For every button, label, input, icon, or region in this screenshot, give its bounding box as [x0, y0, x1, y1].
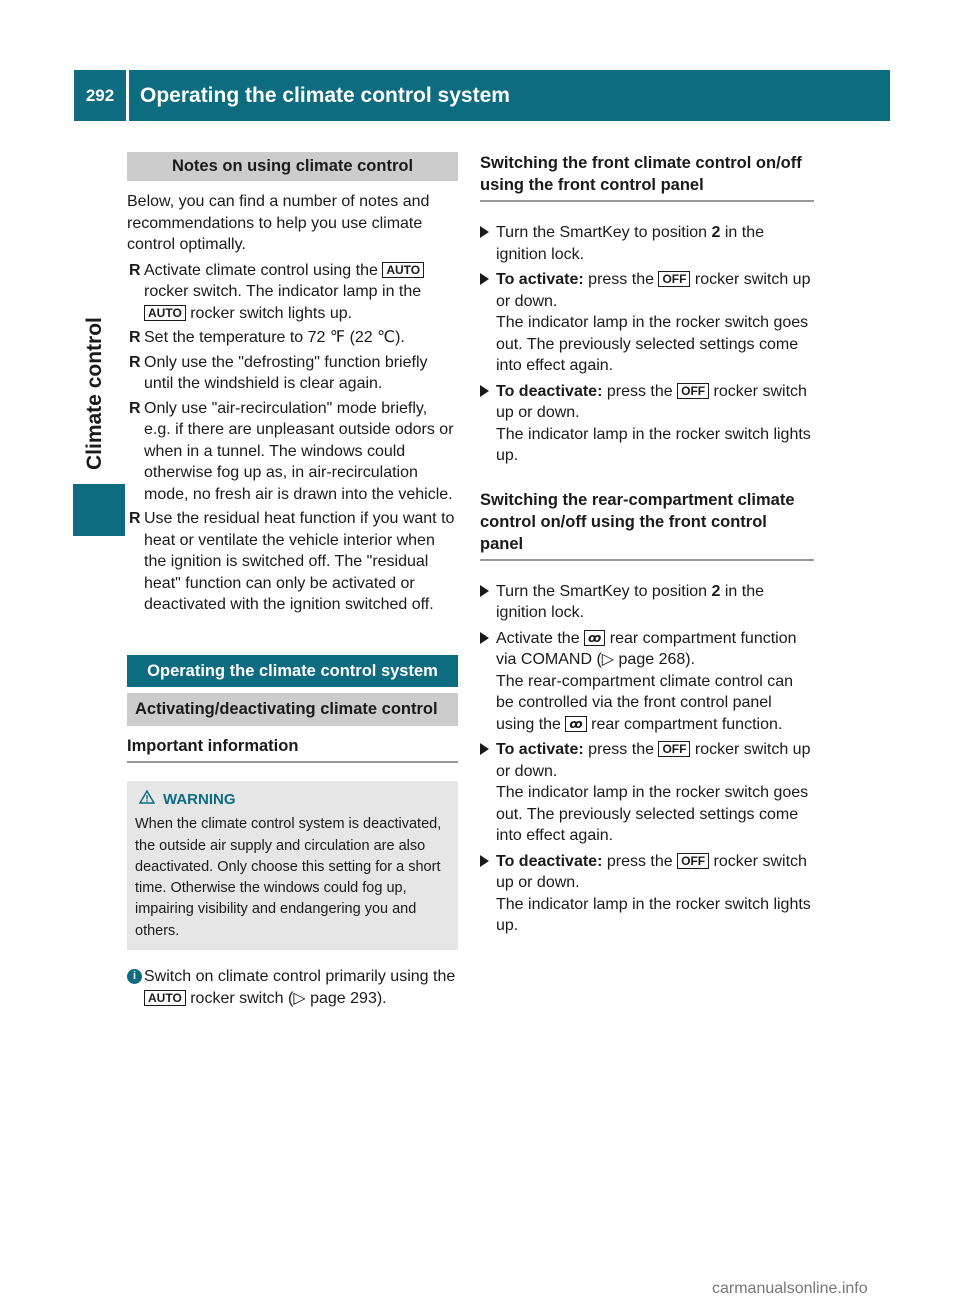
step-item [480, 381, 814, 467]
page-number: 292 [74, 70, 126, 121]
step-result: rear compartment function. [586, 715, 783, 733]
step-item [480, 739, 814, 847]
step-text: rocker switch up or down. [496, 382, 807, 421]
step-arrow-icon [480, 273, 489, 285]
list-item [127, 398, 458, 506]
bullet-text: Activate climate control using the [144, 261, 383, 279]
step-arrow-icon [480, 743, 489, 755]
step-text: rocker switch up or down. [496, 271, 811, 310]
rear-compartment-icon: ꝏ [565, 716, 586, 732]
notes-heading: Notes on using climate control [127, 152, 458, 181]
step-text: press the [583, 271, 659, 288]
list-item [127, 327, 458, 349]
subsection-heading: Activating/deactivating climate control [127, 693, 458, 726]
step-item [480, 628, 814, 736]
auto-key-icon: AUTO [382, 262, 424, 278]
spacer [480, 471, 814, 489]
left-column [127, 152, 458, 1009]
step-text: rocker switch up or down. [496, 741, 811, 780]
step-item [480, 851, 814, 937]
step-result: The rear-compartment climate control can be controlled via the front control panel using the [496, 672, 793, 733]
step-arrow-icon [480, 855, 489, 867]
bullet-text: rocker switch lights up. [185, 304, 353, 322]
auto-key-icon: AUTO [144, 990, 186, 1006]
section-heading: Operating the climate control system [127, 655, 458, 687]
bullet-mark: R [129, 399, 141, 417]
step-text: Turn the SmartKey to position [496, 224, 712, 241]
right-column [480, 152, 814, 941]
list-item [127, 260, 458, 325]
bullet-mark: R [129, 329, 141, 346]
info-text: Switch on climate control primarily using the [144, 968, 456, 986]
step-label: To activate: [496, 741, 584, 758]
off-key-icon: OFF [658, 271, 690, 287]
step-text: in the ignition lock. [496, 224, 765, 263]
bullet-text: rocker switch. The indicator lamp in the [144, 283, 422, 300]
step-label: To deactivate: [496, 382, 603, 400]
chapter-marker [73, 484, 125, 536]
watermark: carmanualsonline.info [712, 1280, 868, 1297]
step-item [480, 269, 814, 377]
off-key-icon: OFF [677, 853, 709, 869]
notes-intro: Below, you can find a number of notes and recommendations to help you use climate control optimally. [127, 193, 430, 253]
important-heading: Important information [127, 736, 458, 764]
header-separator [126, 70, 129, 121]
step-result: The indicator lamp in the rocker switch goes out. The previously selected settings come into effect again. [496, 784, 809, 844]
step-arrow-icon [480, 385, 489, 397]
info-note [127, 966, 458, 1009]
step-result: The indicator lamp in the rocker switch lights up. [496, 895, 811, 934]
rear-heading: Switching the rear-compartment climate control on/off using the front control panel [480, 489, 814, 561]
bullet-text: Set the temperature to 72 ℉ (22 ℃). [144, 329, 405, 346]
step-arrow-icon [480, 632, 489, 644]
bullet-mark: R [129, 510, 141, 527]
warning-label: WARNING [163, 791, 236, 808]
step-result: The indicator lamp in the rocker switch goes out. The previously selected settings come into effect again. [496, 314, 809, 374]
warning-title [135, 789, 450, 810]
step-result: The indicator lamp in the rocker switch lights up. [496, 425, 811, 464]
step-item [480, 581, 814, 624]
bullet-mark: R [129, 353, 141, 371]
spacer [127, 619, 458, 655]
list-item [127, 352, 458, 395]
chapter-side-label [84, 440, 106, 470]
auto-key-icon: AUTO [144, 305, 186, 321]
warning-text: When the climate control system is deactivated, the outside air supply and circulation are also deactivated. Only choose this setting for a short time. Otherwise the windows could fog up, impairing visibility and endangering you and others. [135, 816, 442, 939]
step-item [480, 222, 814, 265]
bullet-text: Only use "air-recirculation" mode briefly, e.g. if there are unpleasant outside odors or when in a tunnel. The windows could otherwise fog up as, in air-recirculation mode, no fresh air is drawn into the vehicle. [144, 399, 454, 503]
front-heading: Switching the front climate control on/off using the front control panel [480, 152, 814, 202]
step-text: press the [602, 852, 678, 870]
step-text: rear compartment function via COMAND (▷ page 268). [496, 629, 797, 668]
step-text: press the [602, 382, 678, 400]
info-text: rocker switch (▷ page 293). [185, 989, 387, 1007]
bullet-text: Use the residual heat function if you want to heat or ventilate the vehicle interior when the ignition is switched off. The "residual heat" function can only be activated or deactivated with the ignition switched off. [144, 510, 455, 613]
step-bold: 2 [711, 582, 721, 600]
warning-triangle-icon [139, 789, 155, 810]
step-text: rocker switch up or down. [496, 852, 807, 891]
step-arrow-icon [480, 226, 489, 238]
list-item [127, 508, 458, 616]
bullet-text: Only use the "defrosting" function briefly until the windshield is clear again. [144, 353, 428, 392]
step-arrow-icon [480, 585, 489, 597]
step-label: To activate: [496, 271, 584, 288]
step-text: in the ignition lock. [496, 582, 765, 621]
step-text: Activate the [496, 629, 585, 647]
info-icon: i [127, 969, 142, 984]
step-bold: 2 [711, 224, 721, 241]
warning-box [127, 781, 458, 950]
step-text: press the [583, 741, 659, 758]
rear-compartment-icon: ꝏ [584, 630, 605, 646]
step-label: To deactivate: [496, 852, 603, 870]
bullet-mark: R [129, 261, 141, 279]
page-title: Operating the climate control system [140, 84, 510, 107]
off-key-icon: OFF [677, 383, 709, 399]
step-text: Turn the SmartKey to position [496, 582, 712, 600]
off-key-icon: OFF [658, 741, 690, 757]
